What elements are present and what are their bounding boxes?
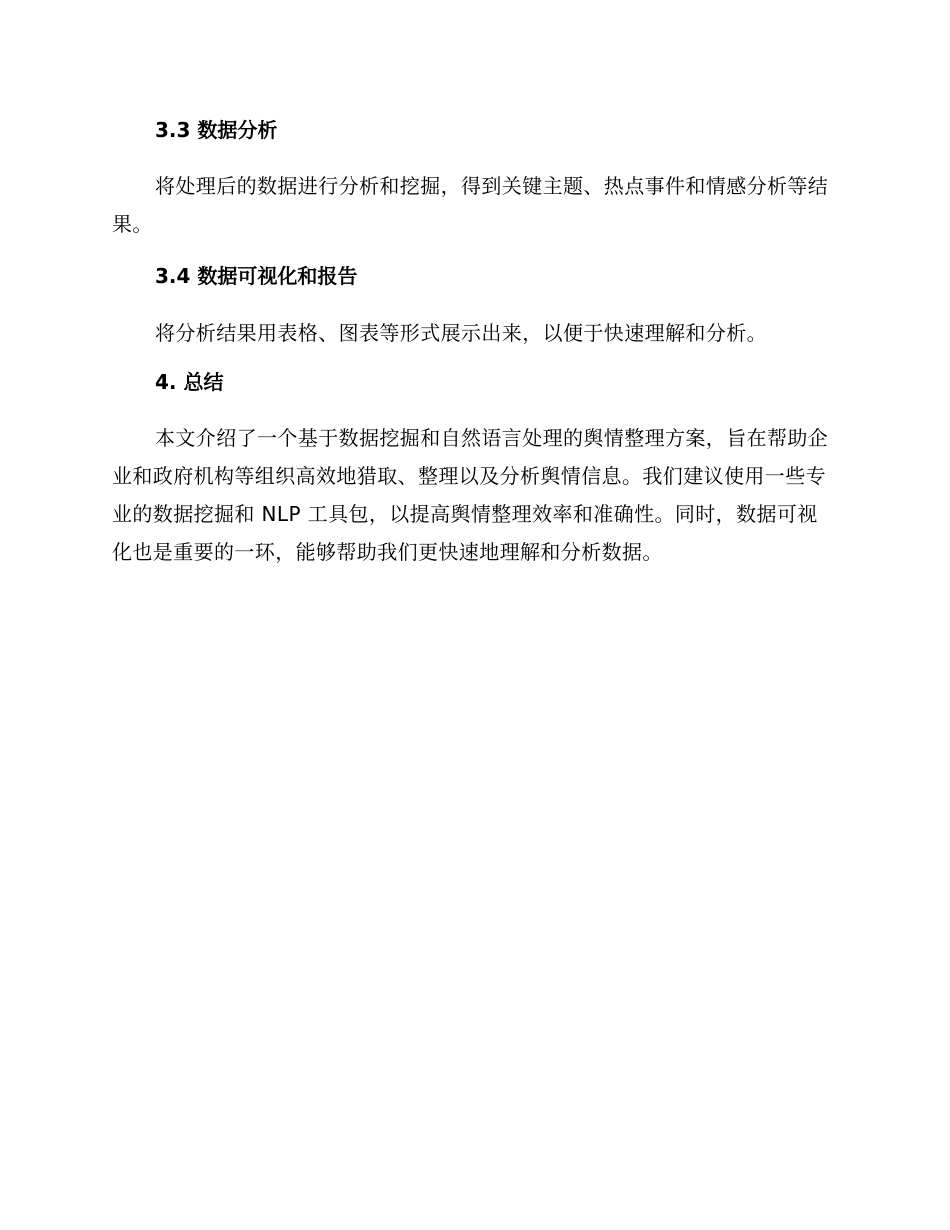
- section-heading-summary: 4. 总结: [155, 370, 224, 394]
- section-paragraph-visualization-report: 将分析结果用表格、图表等形式展示出来，以便于快速理解和分析。: [155, 321, 767, 345]
- section-heading-data-analysis: 3.3 数据分析: [155, 118, 278, 142]
- section-paragraph-summary: 本文介绍了一个基于数据挖掘和自然语言处理的舆情整理方案，旨在帮助企业和政府机构等组织高效地猎取、整理以及分析舆情信息。我们建议使用一些专业的数据挖掘和 NLP 工具包，以提高舆情整理效率和准确性。同时，数据可视化也是重要的一环，能够帮助我们更快速地理解和分析数据。: [112, 426, 829, 564]
- document-body: [112, 112, 832, 571]
- section-paragraph-data-analysis: 将处理后的数据进行分析和挖掘，得到关键主题、热点事件和情感分析等结果。: [112, 174, 829, 236]
- section-heading-visualization-report: 3.4 数据可视化和报告: [155, 264, 358, 288]
